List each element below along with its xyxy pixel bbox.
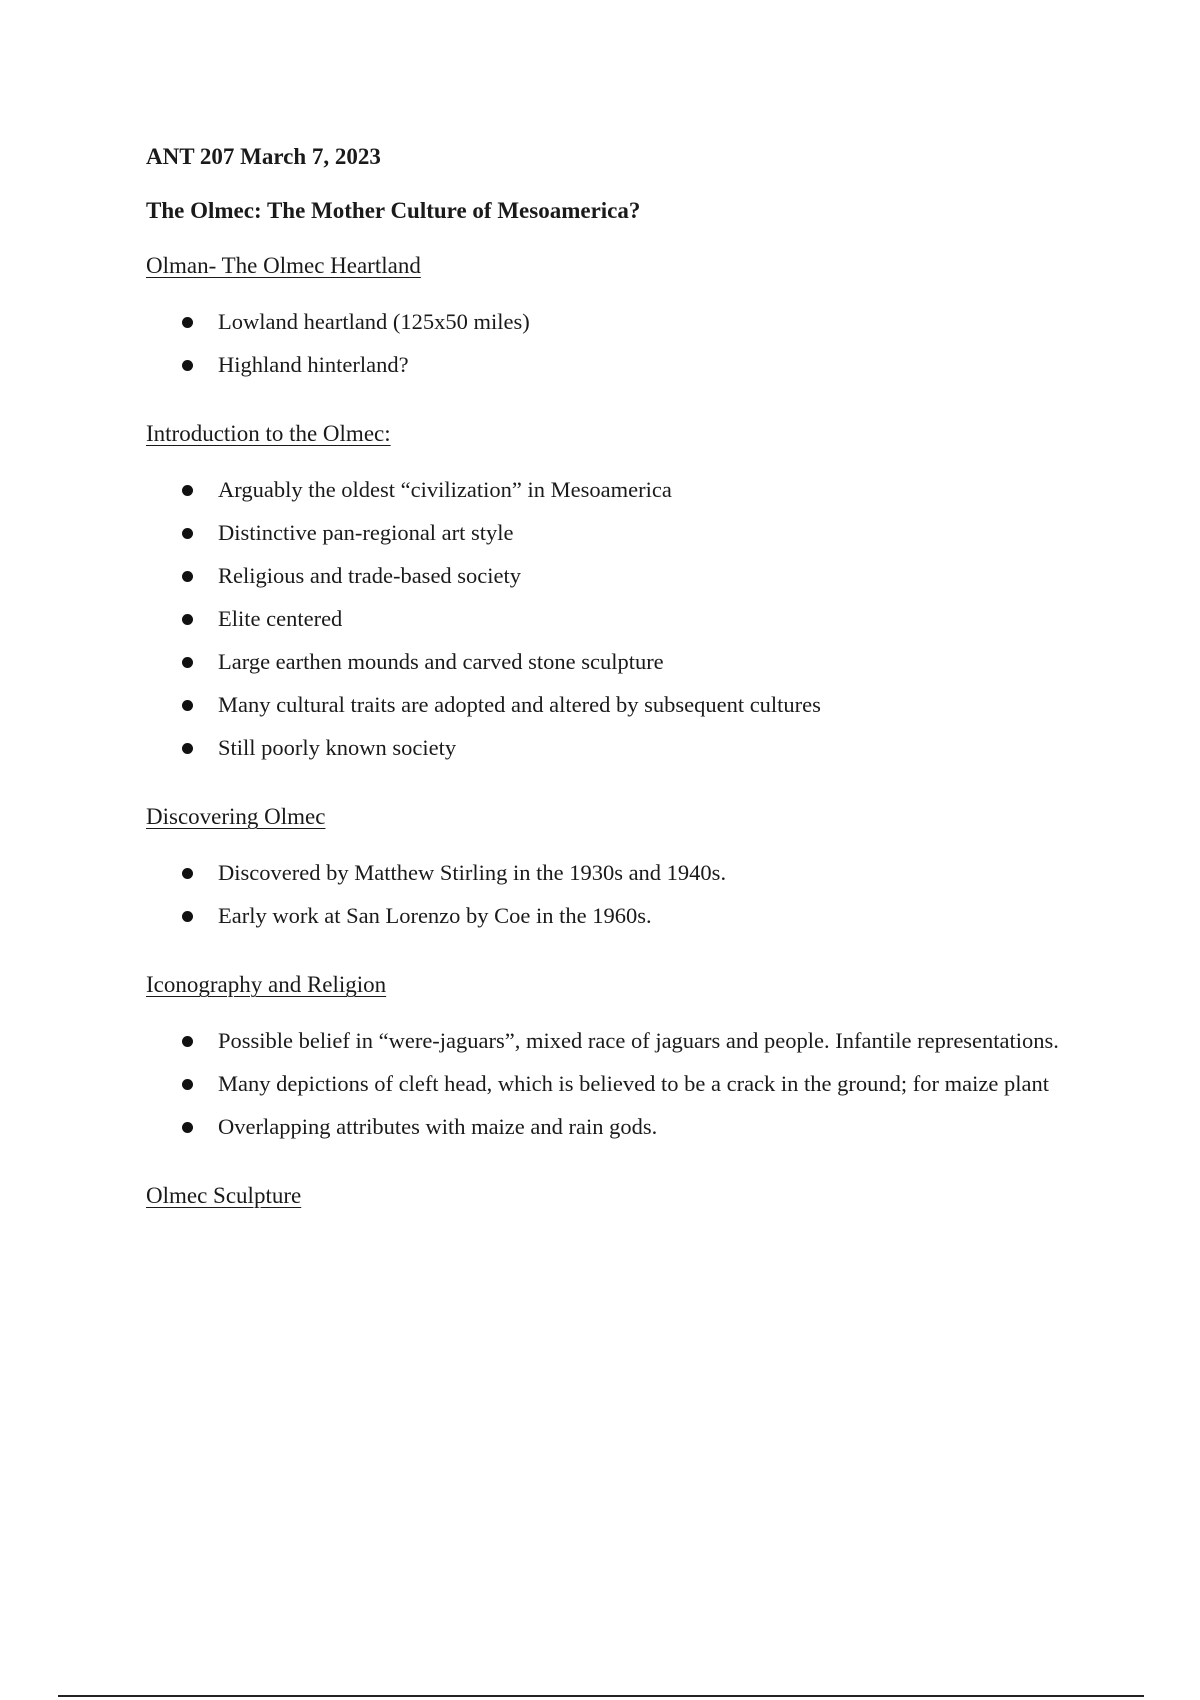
list-item: Large earthen mounds and carved stone sculpture [146, 634, 1086, 690]
list-item: Early work at San Lorenzo by Coe in the 1960s. [146, 888, 1086, 944]
bullet-list-introduction [146, 462, 1086, 776]
bullet-icon [182, 485, 193, 496]
list-item: Many cultural traits are adopted and altered by subsequent cultures [146, 677, 1086, 733]
list-item: Discovered by Matthew Stirling in the 1930s and 1940s. [146, 845, 1086, 901]
bullet-icon [182, 1079, 193, 1090]
bullet-list-iconography [146, 1013, 1086, 1155]
bullet-icon [182, 614, 193, 625]
bullet-icon [182, 317, 193, 328]
section-heading-iconography: Iconography and Religion [146, 972, 387, 997]
bullet-icon [182, 571, 193, 582]
list-item: Elite centered [146, 591, 1086, 647]
list-item: Distinctive pan-regional art style [146, 505, 1086, 561]
list-item: Possible belief in “were-jaguars”, mixed race of jaguars and people. Infantile representations. [146, 1013, 1086, 1069]
list-item: Lowland heartland (125x50 miles) [146, 294, 1086, 350]
bullet-icon [182, 743, 193, 754]
section-heading-introduction: Introduction to the Olmec: [146, 421, 391, 446]
list-item: Still poorly known society [146, 720, 1086, 776]
course-date-line: ANT 207 March 7, 2023 [146, 144, 381, 169]
bullet-icon [182, 1036, 193, 1047]
section-heading-olman: Olman- The Olmec Heartland [146, 253, 421, 278]
document-title: The Olmec: The Mother Culture of Mesoamerica? [146, 198, 641, 223]
bullet-list-discovering [146, 845, 1086, 944]
list-item: Overlapping attributes with maize and rain gods. [146, 1099, 1086, 1155]
bullet-icon [182, 657, 193, 668]
bullet-icon [182, 360, 193, 371]
list-item: Highland hinterland? [146, 337, 1086, 393]
bullet-icon [182, 700, 193, 711]
document-content [146, 142, 1086, 1237]
bullet-icon [182, 528, 193, 539]
section-heading-discovering: Discovering Olmec [146, 804, 326, 829]
footer-divider [58, 1695, 1144, 1697]
section-heading-sculpture: Olmec Sculpture [146, 1183, 302, 1208]
bullet-icon [182, 1122, 193, 1133]
list-item: Arguably the oldest “civilization” in Mesoamerica [146, 462, 1086, 518]
list-item: Religious and trade-based society [146, 548, 1086, 604]
list-item: Many depictions of cleft head, which is believed to be a crack in the ground; for maize plant [146, 1056, 1086, 1112]
bullet-icon [182, 911, 193, 922]
bullet-icon [182, 868, 193, 879]
bullet-list-olman [146, 294, 1086, 393]
